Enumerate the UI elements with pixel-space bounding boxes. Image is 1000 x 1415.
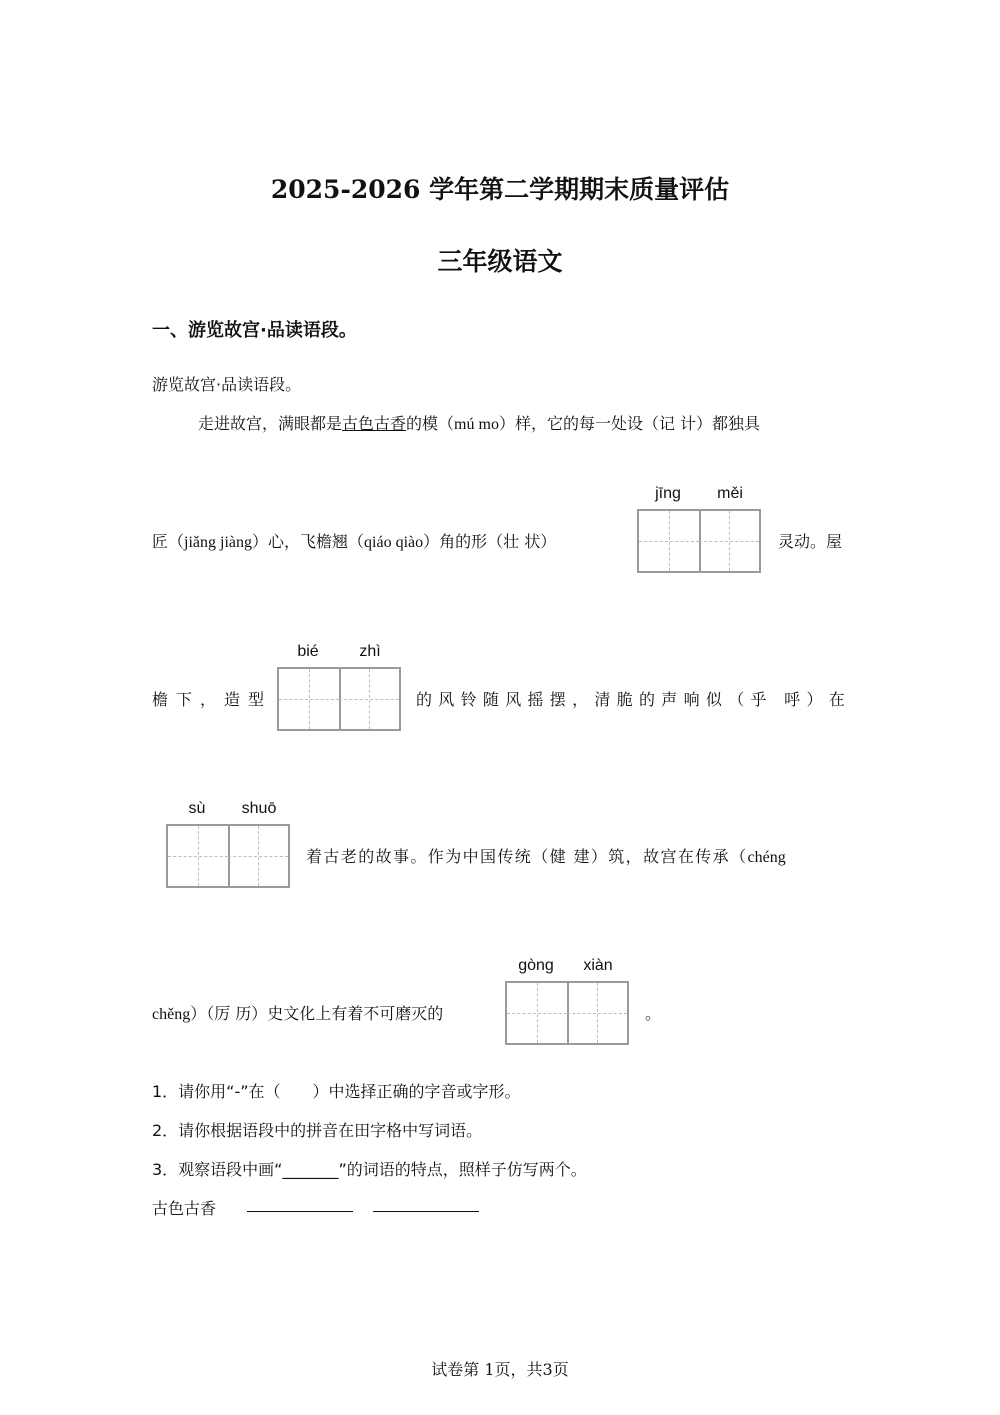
pinyin-label: shuō [241,800,277,817]
passage-line-3-end: 的风铃随风摇摆，清脆的声响似（乎 呼）在 [416,690,852,709]
writing-cell[interactable] [567,981,629,1045]
tianzige-box-1[interactable] [637,485,761,573]
example-word: 古色古香 [152,1199,217,1218]
passage-line-3: 檐下，造型 [152,690,273,709]
answer-blank-2[interactable] [373,1197,479,1216]
tianzige-box-4[interactable] [505,957,629,1045]
passage-line-2-end: 灵动。屋 [778,532,843,551]
writing-cell[interactable] [505,981,569,1045]
pinyin-label: xiàn [583,957,613,974]
answer-blank-1[interactable] [247,1197,353,1216]
pinyin-option: jiǎng jiàng [184,534,252,551]
writing-cell[interactable] [637,509,701,573]
exam-title: 2025-2026 学年第二学期期末质量评估 [270,175,730,204]
writing-cell[interactable] [699,509,761,573]
section-intro: 游览故宫·品读语段。 [152,375,302,394]
pinyin-option: chéng [747,849,786,866]
writing-cell[interactable] [228,824,290,888]
pinyin-label: gòng [518,957,554,974]
pinyin-label: zhì [359,643,381,660]
pinyin-option: mú mo [454,416,499,433]
tianzige-box-3[interactable] [166,800,290,888]
pinyin-label: měi [717,485,743,502]
passage-line-1: 走进故宫，满眼都是古色古香的模（mú mo）样，它的每一处设（记 计）都独具 [198,414,761,433]
exam-subject: 三年级语文 [437,247,563,276]
page-footer: 试卷第 1页，共3页 [431,1360,569,1379]
pinyin-option: qiáo qiào [364,534,424,551]
tianzige-box-2[interactable] [277,643,401,731]
pinyin-option: chěng [152,1006,191,1023]
passage-line-4: 着古老的故事。作为中国传统（健 建）筑，故宫在传承（chéng [306,847,786,866]
pinyin-label: sù [188,800,206,817]
pinyin-label: bié [297,643,319,660]
passage-line-5: chěng）（厉 历）史文化上有着不可磨灭的 [152,1004,444,1023]
question-3: 3．观察语段中画“_______”的词语的特点，照样子仿写两个。 [152,1160,587,1179]
question-1: 1．请你用“-”在（ ）中选择正确的字音或字形。 [152,1082,521,1101]
section-heading: 一、游览故宫·品读语段。 [152,320,357,341]
question-2: 2．请你根据语段中的拼音在田字格中写词语。 [152,1121,483,1140]
passage-line-5-end: 。 [645,1004,662,1023]
passage-line-2: 匠（jiǎng jiàng）心，飞檐翘（qiáo qiào）角的形（壮 状） [152,532,557,551]
writing-cell[interactable] [339,667,401,731]
pinyin-label: jīng [655,485,681,502]
writing-cell[interactable] [277,667,341,731]
underlined-word: 古色古香 [342,414,407,433]
writing-cell[interactable] [166,824,230,888]
